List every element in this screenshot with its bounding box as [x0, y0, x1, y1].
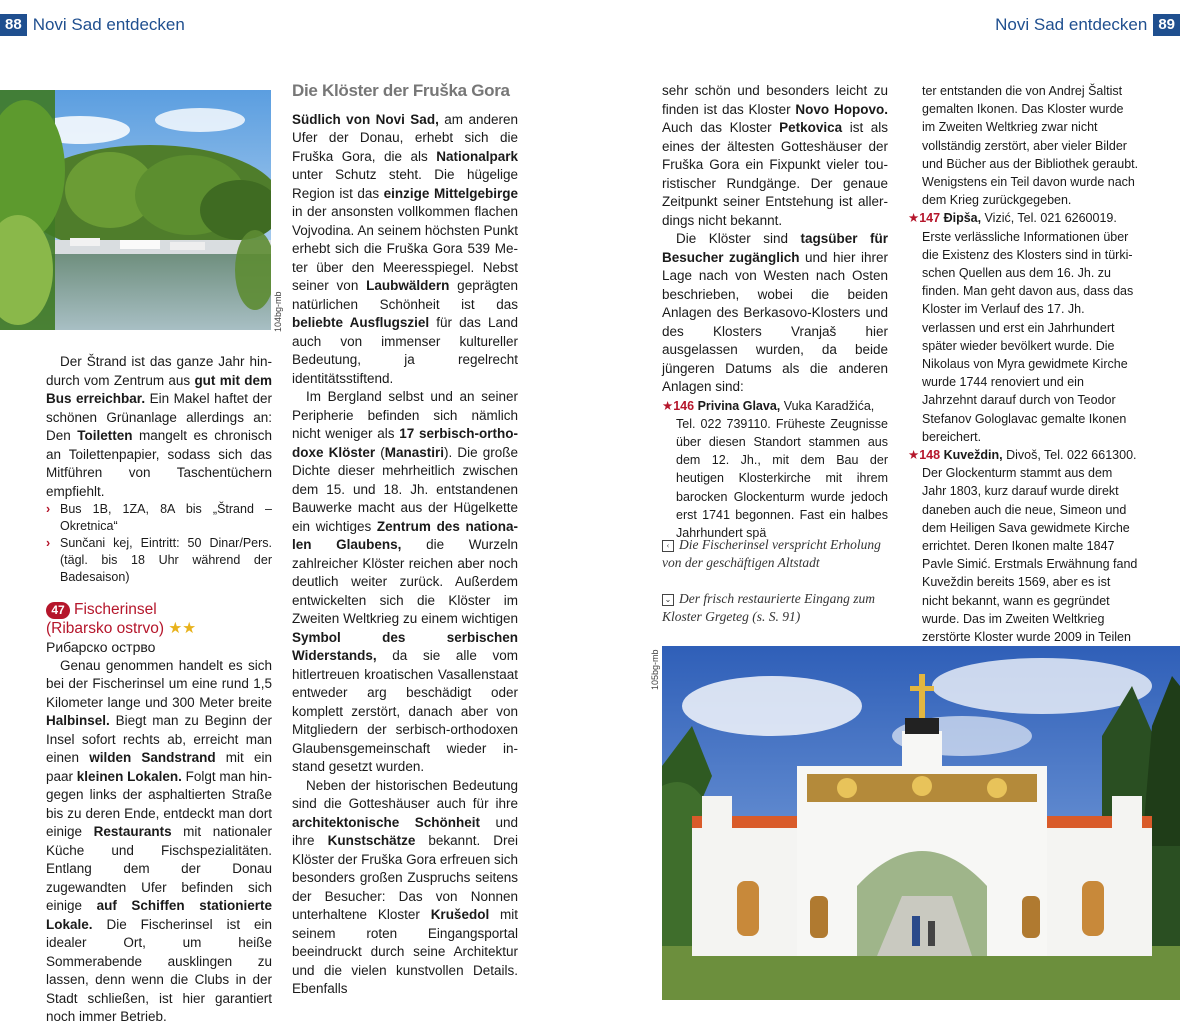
section-subheading: (Ribarsko ostrvo) ★★ [46, 620, 197, 637]
cyrillic-name: Рибарско острво [46, 639, 156, 655]
rating-stars: ★★ [168, 620, 197, 637]
entry-148: ★148 Kuveždin, Divoš, Tel. 022 661300. [908, 448, 1137, 463]
column-1 [46, 353, 272, 1027]
entry-147: ★147 Đipša, Vizić, Tel. 021 6260019. [908, 211, 1117, 226]
star-icon: ★ [662, 398, 674, 413]
star-icon: ★ [908, 211, 920, 226]
arrow-left-icon: ‹ [662, 540, 674, 552]
caption-grgeteg: ⌄ Der frisch restaurierte Eingang zum Kloster Grgeteg (s. S. 91) [662, 591, 875, 624]
entry-146-continued: ter entstanden die von Andrej Šaltist gemalten Ikonen. Das Kloster wurde im Zweiten Weltkrieg zwar nicht vollständig zerstört, aber vieler Bilder und Bücher aus der Bibliothek geraubt. Wenigstens ein Teil davon wurde nach dem Krieg zurückgegeben. [922, 84, 1139, 208]
right-page-header [995, 14, 1180, 36]
strand-paragraph: Der Štrand ist das ganze Jahr hindurch vom Zentrum aus gut mit dem Bus erreichbar. Ein Makel haftet der schönen Grünanlage allerdings an: Den Toiletten mangelt es chronisch an Toilettenpapier, sodass sich das Mitführen von Taschentüchern empfiehlt. [46, 354, 272, 499]
fruska-gora-paragraph-2: Im Bergland selbst und an seiner Peripherie befinden sich nämlich nicht weniger als 17 serbisch-orthodoxe Klöster (Manastiri). Die große Dichte dieser mehrheitlich zwischen dem 15. und 18. Jh. entstandenen Bauwerke macht aus der Hügelkette ein wichtiges Zentrum des nationalen Glaubens, die Wurzeln zahlreicher Klöster reichen aber noch deutlich weiter zurück. Außerdem entwickelten sich die Klöster im Zweiten Weltkrieg zu einem wichtigen Symbol des serbischen Widerstands, da sie alle vom hitlertreuen kroatischen Vasallenstaat entweder arg beschädigt oder komplett zerstört, danach aber von Mitgliedern der serbisch-orthodoxen Glaubensgemeinschaft wieder instand gesetzt wurden. [292, 389, 518, 774]
chevron-right-icon: › [46, 536, 51, 550]
article-heading: Die Klöster der Fruška Gora [292, 81, 510, 100]
caption-fischerinsel: ‹ Die Fischerinsel verspricht Erholung von der geschäftigen Altstadt [662, 537, 881, 570]
column-2 [292, 82, 518, 999]
entry-number-badge: 47 [46, 602, 70, 619]
column-3 [662, 82, 888, 542]
fruska-gora-paragraph-1: Südlich von Novi Sad, am anderen Ufer der Donau, erhebt sich die Fruška Gora, die als Nationalpark unter Schutz steht. Die hügelige Region ist das einzige Mittelgebirge in der ansonsten vollkommen flachen Vojvodina. An seinem höchsten Punkt erhebt sich die Fruška Gora 539 Meter über den Meeresspiegel. Nebst seiner von Laubwäldern geprägten natürlichen Schönheit ist das beliebte Ausflugsziel für das Land auch von immenser kultureller Bedeutung, ja regelrecht identitätsstiftend. [292, 111, 519, 386]
left-photo-credit: 104bg-mb [273, 291, 283, 332]
fruska-gora-paragraph-3: Neben der historischen Bedeutung sind die Gotteshäuser auch für ihre architektonische Schönheit und ihre Kunstschätze bekannt. Drei Klöster der Fruška Gora erfreuen sich besonders großen Zuspruchs seitens der Besucher: Das von Nonnen unterhaltene Kloster Krušedol mit seinem roten Eingangsportal beeindruckt durch seine Architektur und die vielen kunstvollen Details. Ebenfalls [292, 777, 519, 996]
fischerinsel-photo [0, 90, 271, 330]
arrow-down-icon: ⌄ [662, 594, 674, 606]
right-running-title: Novi Sad entdecken [995, 15, 1148, 34]
kloster-paragraph-2: Die Klöster sind tagsüber für Besucher zugänglich und hier ihrer Lage nach von Westen nach Osten beschrieben, wobei die beiden Anlagen des Berkasovo-Klosters und des Klosters Vranjaš hier ausgelassen wurden, da beide jüngeren Datums als die anderen Anlagen sind: [662, 231, 889, 394]
star-icon: ★ [908, 448, 920, 463]
info-address: › Sunčani kej, Eintritt: 50 Dinar/Pers. (tägl. bis 18 Uhr während der Badesaison) [46, 536, 272, 584]
fischerinsel-paragraph: Genau genommen handelt es sich bei der Fischerinsel um eine rund 1,5 Kilometer lange und 300 Meter breite Halbinsel. Biegt man zu Beginn der Insel sofort rechts ab, erreicht man einen wilden Sandstrand mit ein paar kleinen Lokalen. Folgt man hingegen links der asphaltierten Straße bis zu deren Ende, entdeckt man dort einige Restaurants mit nationaler Küche und Fischspezialitäten. Entlang dem der Donau zugewandten Ufer befinden sich einige auf Schiffen stationierte Lokale. Die Fischerinsel ist ein idealer Ort, um heiße Sommerabende ausklingen zu lassen, denn wenn die Clubs in der Stadt schließen, ist hier garantiert noch immer Betrieb. [46, 657, 272, 1024]
kloster-paragraph-1: sehr schön und besonders leicht zu finden ist das Kloster Novo Hopovo. Auch das Kloster Petkovica ist als eines der ältesten Gotteshäuser der Fruška Gora ein Fixpunkt vieler touristischer Rundgänge. Der genaue Zeitpunkt seiner Entstehung ist allerdings nicht bekannt. [662, 83, 888, 228]
entry-146: ★146 Privina Glava, Vuka Karadžića, Tel. 022 739110. Früheste Zeugnisse über diesen Standort stammen aus dem 12. Jh., mit dem Bau der heutigen Klosterkirche mit ihrem barocken Glockenturm wurde jedoch erst 1741 begonnen. Fast ein halbes Jahrhundert spä [662, 398, 888, 540]
grgeteg-gate-photo [662, 646, 1180, 1000]
chevron-right-icon: › [46, 502, 51, 516]
left-page-header [0, 14, 185, 36]
left-page-number: 88 [0, 14, 27, 36]
column-4: ter entstanden die von Andrej Šaltist gemalten Ikonen. Das Kloster wurde im Zweiten Weltkrieg zwar nicht vollständig zerstört, aber vieler Bilder und Bücher aus der Bibliothek geraubt. Wenigstens ein Teil davon wurde nach dem Krieg zurückgegeben. ★147 Đipša, Vizić, Tel. 021 6260019. Erste verlässliche Informationen über die Existenz des Klosters sind in türkischen Quellen aus dem 16. Jh. zu finden. Man geht davon aus, dass das Kloster im Verlauf des 17. Jh. verlassen und erst ein Jahrhundert später wieder bevölkert wurde. Die Nikolaus von Myra gewidmete Kirche wurde 1744 renoviert und ein Jahrzehnt darauf durch von Teodor Stefanov Gologlavac gemalte Ikonen bereichert. ★148 Kuveždin, Divoš, Tel. 022 661300. Der Glockenturm stammt aus dem Jahr 1803, kurz darauf wurde direkt daneben auch die neue, Simeon und dem Heiligen Sava gewidmete Kirche errichtet. Deren Ikonen malte 1847 Pavle Simić. Erstmals Erwähnung fand Kuveždin bereits 1569, aber es ist nicht bekannt, wann es gegründet wurde. Das im Zweiten Weltkrieg zerstörte Kloster wurde 2009 in Teilen [908, 84, 1139, 645]
section-heading-fischerinsel: 47 Fischerinsel [46, 600, 272, 619]
info-bus: › Bus 1B, 1ZA, 8A bis „Štrand – Okretnica“ [46, 502, 272, 533]
right-page-number: 89 [1153, 14, 1180, 36]
right-photo-credit: 105bg-mb [650, 649, 660, 690]
left-running-title: Novi Sad entdecken [32, 15, 185, 34]
